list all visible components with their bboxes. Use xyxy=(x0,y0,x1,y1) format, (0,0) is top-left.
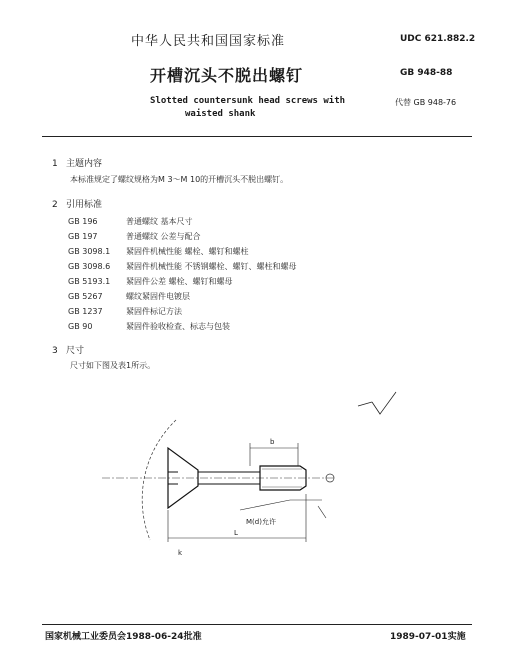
thread-length-label: b xyxy=(270,438,275,446)
document-title-en-line1: Slotted countersunk head screws with xyxy=(150,96,346,106)
scope-text: 本标准规定了螺纹规格为M 3～M 10的开槽沉头不脱出螺钉。 xyxy=(70,175,289,184)
reference-title: 紧固件机械性能 不锈钢螺栓、螺钉、螺柱和螺母 xyxy=(126,262,297,271)
section-title: 主题内容 xyxy=(66,159,103,169)
reference-title: 普通螺纹 公差与配合 xyxy=(126,232,201,241)
reference-code: GB 3098.6 xyxy=(68,262,111,271)
reference-title: 紧固件公差 螺栓、螺钉和螺母 xyxy=(126,277,233,286)
replaces-note: 代替 GB 948-76 xyxy=(395,98,457,107)
roughness-symbol xyxy=(358,392,396,414)
reference-code: GB 90 xyxy=(68,322,93,331)
shank-note-label: M(d)允许 xyxy=(246,518,276,526)
section-number: 1 xyxy=(52,159,58,169)
reference-code: GB 1237 xyxy=(68,307,103,316)
udc-code: UDC 621.882.2 xyxy=(400,34,476,44)
section-number: 3 xyxy=(52,346,58,356)
document-title-en-line2: waisted shank xyxy=(185,109,256,119)
reference-title: 紧固件机械性能 螺栓、螺钉和螺柱 xyxy=(126,247,249,256)
reference-code: GB 5267 xyxy=(68,292,103,301)
reference-code: GB 197 xyxy=(68,232,98,241)
gb-number: GB 948-88 xyxy=(400,68,453,78)
reference-code: GB 196 xyxy=(68,217,98,226)
countersink-arc xyxy=(142,420,176,540)
head-height-label: k xyxy=(178,549,183,557)
approval-note: 国家机械工业委员会1988-06-24批准 xyxy=(45,632,202,642)
dimension-text: 尺寸如下图及表1所示。 xyxy=(70,361,156,370)
reference-code: GB 5193.1 xyxy=(68,277,111,286)
section-number: 2 xyxy=(52,200,58,210)
reference-title: 螺纹紧固件电镀层 xyxy=(126,292,190,301)
reference-title: 普通螺纹 基本尺寸 xyxy=(126,217,193,226)
footer-rule xyxy=(42,624,472,625)
reference-code: GB 3098.1 xyxy=(68,247,111,256)
reference-title: 紧固件标记方法 xyxy=(126,307,182,316)
total-length-label: L xyxy=(234,529,238,537)
standard-body-title: 中华人民共和国国家标准 xyxy=(131,34,286,49)
reference-title: 紧固件验收检查、标志与包装 xyxy=(126,322,230,331)
document-title-cn: 开槽沉头不脱出螺钉 xyxy=(150,66,304,85)
section-title: 尺寸 xyxy=(66,346,85,356)
effective-date: 1989-07-01实施 xyxy=(390,632,466,642)
section-title: 引用标准 xyxy=(66,200,103,210)
dimension-lines xyxy=(168,443,326,542)
